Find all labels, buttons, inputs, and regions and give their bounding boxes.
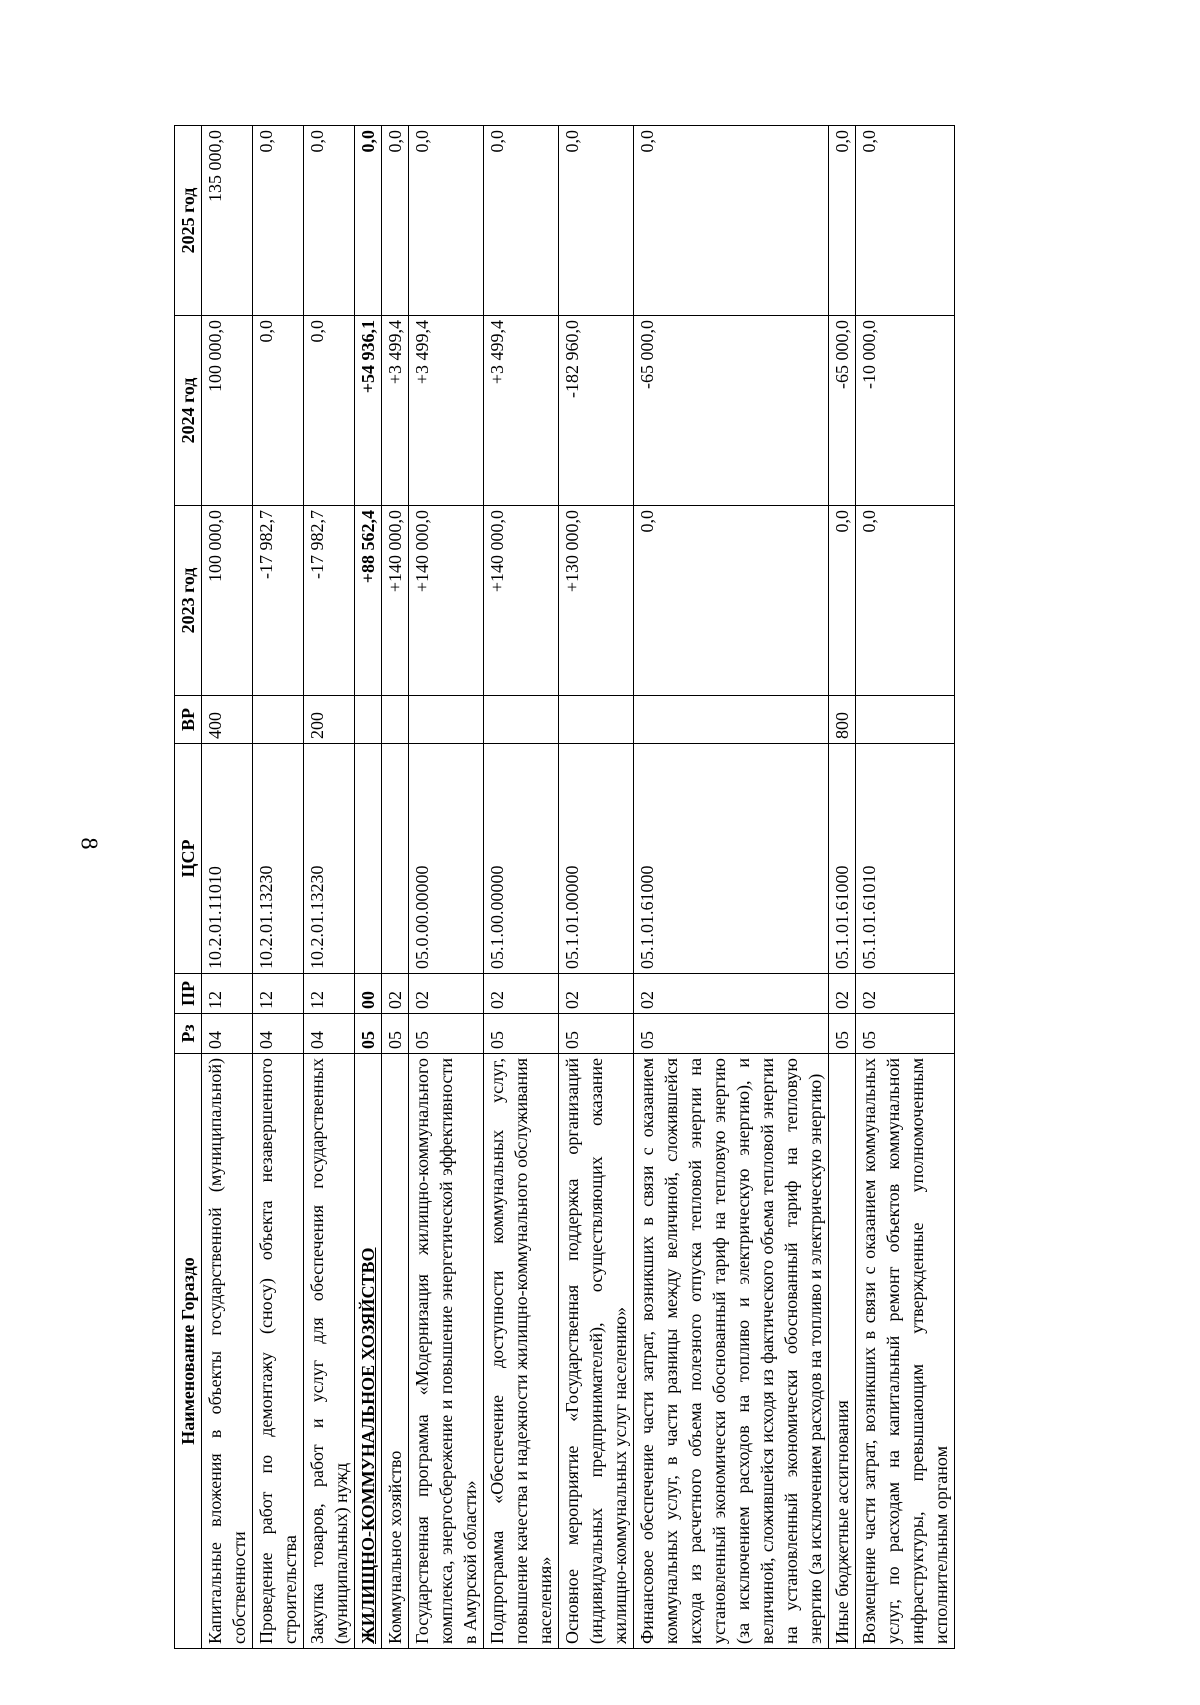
header-2025: 2025 год — [175, 126, 202, 316]
cell-y2023: 0,0 — [829, 506, 856, 696]
cell-csr: 10.2.01.13230 — [253, 744, 304, 974]
cell-csr: 10.2.01.11010 — [202, 744, 253, 974]
header-2024: 2024 год — [175, 316, 202, 506]
cell-y2023: 100 000,0 — [202, 506, 253, 696]
cell-pr: 02 — [829, 974, 856, 1014]
cell-rz: 05 — [856, 1014, 955, 1054]
cell-name: Проведение работ по демонтажу (сносу) объекта незавершенного строительства — [253, 1054, 304, 1649]
table-row — [856, 126, 955, 1649]
cell-y2024: 0,0 — [253, 316, 304, 506]
header-pr: ПР — [175, 974, 202, 1014]
cell-name: ЖИЛИЩНО-КОММУНАЛЬНОЕ ХОЗЯЙСТВО — [355, 1054, 382, 1649]
cell-y2025: 0,0 — [856, 126, 955, 316]
cell-name: Подпрограмма «Обеспечение доступности коммунальных услуг, повышение качества и надежности жилищно-коммунального обслуживания населения» — [484, 1054, 559, 1649]
header-csr: ЦСР — [175, 744, 202, 974]
cell-y2023: +140 000,0 — [382, 506, 409, 696]
table-row — [409, 126, 484, 1649]
cell-y2025: 0,0 — [634, 126, 829, 316]
cell-y2023: -17 982,7 — [304, 506, 355, 696]
table-row — [382, 126, 409, 1649]
cell-vr: 800 — [829, 696, 856, 744]
cell-rz: 05 — [829, 1014, 856, 1054]
table-row — [304, 126, 355, 1649]
cell-y2024: -182 960,0 — [559, 316, 634, 506]
cell-vr: 200 — [304, 696, 355, 744]
page-number: 8 — [75, 837, 102, 850]
cell-y2023: 0,0 — [634, 506, 829, 696]
cell-pr: 00 — [355, 974, 382, 1014]
budget-table — [174, 125, 955, 1649]
cell-pr: 02 — [484, 974, 559, 1014]
cell-csr: 10.2.01.13230 — [304, 744, 355, 974]
cell-csr: 05.1.00.00000 — [484, 744, 559, 974]
cell-vr — [355, 696, 382, 744]
cell-rz: 05 — [355, 1014, 382, 1054]
cell-y2025: 0,0 — [409, 126, 484, 316]
cell-y2023: 0,0 — [856, 506, 955, 696]
cell-pr: 02 — [382, 974, 409, 1014]
header-name: Наименование Гораздо — [175, 1054, 202, 1649]
cell-csr — [382, 744, 409, 974]
table-row — [829, 126, 856, 1649]
cell-vr — [484, 696, 559, 744]
cell-vr: 400 — [202, 696, 253, 744]
cell-pr: 02 — [559, 974, 634, 1014]
cell-rz: 05 — [409, 1014, 484, 1054]
cell-y2025: 0,0 — [484, 126, 559, 316]
cell-y2023: -17 982,7 — [253, 506, 304, 696]
cell-pr: 02 — [409, 974, 484, 1014]
cell-vr — [559, 696, 634, 744]
budget-table-sheet — [174, 126, 1019, 1649]
table-row — [355, 126, 382, 1649]
cell-vr — [634, 696, 829, 744]
cell-y2024: +54 936,1 — [355, 316, 382, 506]
cell-rz: 05 — [559, 1014, 634, 1054]
table-header-row — [175, 126, 202, 1649]
cell-pr: 12 — [304, 974, 355, 1014]
cell-vr — [253, 696, 304, 744]
table-row — [559, 126, 634, 1649]
cell-y2024: -65 000,0 — [829, 316, 856, 506]
cell-csr: 05.1.01.61000 — [829, 744, 856, 974]
cell-vr — [856, 696, 955, 744]
cell-y2025: 0,0 — [304, 126, 355, 316]
cell-vr — [409, 696, 484, 744]
cell-y2025: 0,0 — [829, 126, 856, 316]
cell-pr: 02 — [856, 974, 955, 1014]
cell-csr — [355, 744, 382, 974]
cell-y2024: -10 000,0 — [856, 316, 955, 506]
cell-pr: 12 — [202, 974, 253, 1014]
cell-name: Основное мероприятие «Государственная поддержка организаций (индивидуальных предпринимателей), осуществляющих оказание жилищно-коммунальных услуг населению» — [559, 1054, 634, 1649]
cell-y2024: 0,0 — [304, 316, 355, 506]
table-row — [484, 126, 559, 1649]
header-added: Гораздо — [178, 1257, 198, 1321]
cell-name: Иные бюджетные ассигнования — [829, 1054, 856, 1649]
cell-rz: 04 — [253, 1014, 304, 1054]
cell-name: Государственная программа «Модернизация жилищно-коммунального комплекса, энергосбережение и повышение энергетической эффективности в Амурской области» — [409, 1054, 484, 1649]
cell-pr: 02 — [634, 974, 829, 1014]
cell-name: Финансовое обеспечение части затрат, возникших в связи с оказанием коммунальных услуг, в части разницы между величиной, сложившейся исхода из расчетного объема полезного отпуска тепловой энергии на установленный экономически обоснованный тариф на тепловую энергию (за исключением расходов на топливо и электрическую энергию), и величиной, сложившейся исходя из фактического объема тепловой энергии на установленный экономически обоснованный тариф на тепловую энергию (за исключением расходов на топливо и электрическую энергию) — [634, 1054, 829, 1649]
cell-y2025: 0,0 — [355, 126, 382, 316]
cell-name: Возмещение части затрат, возникших в связи с оказанием коммунальных услуг, по расходам на капитальный ремонт объектов коммунальной инфраструктуры, превышающим утвержденные уполномоченным исполнительным органом — [856, 1054, 955, 1649]
cell-rz: 05 — [634, 1014, 829, 1054]
cell-y2024: +3 499,4 — [409, 316, 484, 506]
cell-name: Закупка товаров, работ и услуг для обеспечения государственных (муниципальных) нужд — [304, 1054, 355, 1649]
cell-y2025: 0,0 — [382, 126, 409, 316]
cell-y2025: 0,0 — [253, 126, 304, 316]
cell-y2023: +130 000,0 — [559, 506, 634, 696]
cell-rz: 05 — [382, 1014, 409, 1054]
header-rz: Рз — [175, 1014, 202, 1054]
table-row — [202, 126, 253, 1649]
cell-rz: 04 — [304, 1014, 355, 1054]
cell-y2023: +140 000,0 — [484, 506, 559, 696]
cell-y2024: 100 000,0 — [202, 316, 253, 506]
cell-y2024: +3 499,4 — [382, 316, 409, 506]
cell-y2023: +140 000,0 — [409, 506, 484, 696]
cell-y2024: -65 000,0 — [634, 316, 829, 506]
table-row — [253, 126, 304, 1649]
cell-csr: 05.0.00.00000 — [409, 744, 484, 974]
header-vr: ВР — [175, 696, 202, 744]
header-2023: 2023 год — [175, 506, 202, 696]
table-row — [634, 126, 829, 1649]
cell-name: Коммунальное хозяйство — [382, 1054, 409, 1649]
cell-y2025: 135 000,0 — [202, 126, 253, 316]
cell-csr: 05.1.01.61010 — [856, 744, 955, 974]
cell-y2025: 0,0 — [559, 126, 634, 316]
cell-rz: 04 — [202, 1014, 253, 1054]
cell-rz: 05 — [484, 1014, 559, 1054]
cell-vr — [382, 696, 409, 744]
cell-y2023: +88 562,4 — [355, 506, 382, 696]
cell-pr: 12 — [253, 974, 304, 1014]
cell-csr: 05.1.01.00000 — [559, 744, 634, 974]
cell-y2024: +3 499,4 — [484, 316, 559, 506]
cell-name: Капитальные вложения в объекты государственной (муниципальной) собственности — [202, 1054, 253, 1649]
cell-csr: 05.1.01.61000 — [634, 744, 829, 974]
